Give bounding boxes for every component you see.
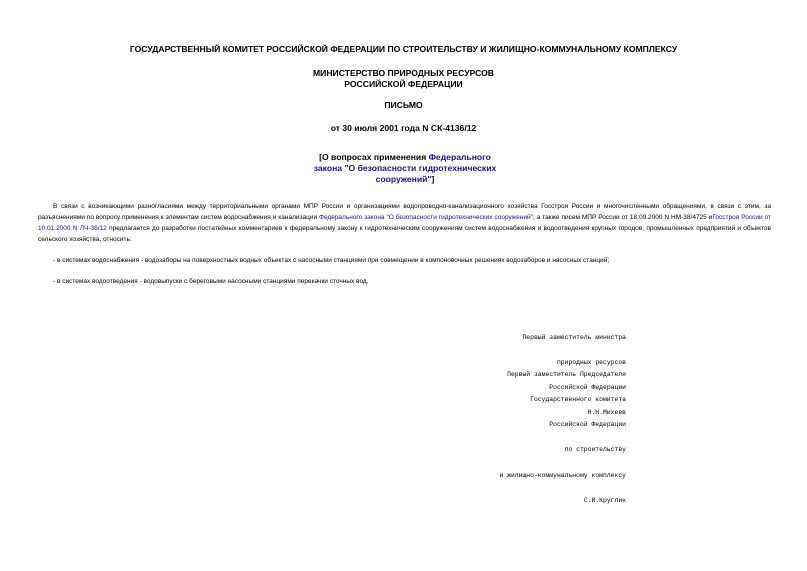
signature-block-gosstroy bbox=[499, 354, 626, 522]
signature-line: Российской Федерации bbox=[549, 421, 626, 429]
signature-line: по строительству bbox=[564, 446, 626, 454]
document-type: ПИСЬМО bbox=[384, 100, 423, 110]
signature-line: Российской Федерации bbox=[549, 384, 626, 392]
law-link[interactable]: Федерального закона "О безопасности гидротехнических сооружений" bbox=[319, 214, 533, 221]
topic-prefix: [О вопросах применения bbox=[319, 152, 429, 162]
signature-line: Первый заместитель министра bbox=[522, 333, 626, 341]
signature-name: С.И.Круглик bbox=[583, 496, 626, 504]
body-paragraph-2: - в системах водоснабжения - водозаборы на поверхностных водных объектах с насосными станциями при совмещении в компоновочных решениях водозаборов и насосных станций; bbox=[53, 257, 610, 264]
body-paragraph-1 bbox=[38, 201, 771, 245]
issuer-ministry bbox=[40, 68, 767, 90]
topic-suffix: ] bbox=[431, 174, 435, 184]
document-topic bbox=[310, 152, 500, 185]
paragraph-text: предлагается до разработки постатейных комментариев к федеральному закону к гидротехническим сооружениям систем водоснабжения и водоотведения крупных городов, промышленных предприятий и объектов сельского хозяйства, относить: bbox=[38, 225, 771, 243]
signature-line: Государственного комитета bbox=[530, 396, 626, 404]
ministry-line-1: МИНИСТЕРСТВО ПРИРОДНЫХ РЕСУРСОВ bbox=[313, 68, 494, 78]
signature-line: и жилищно-коммунальному комплексу bbox=[499, 471, 626, 479]
paragraph-text: В связи с возникающими разногласиями между территориальными органами МПР России и организациями водопроводно-канализационного хозяйства Госстроя России и многочисленными обращениями, в связи с этим, за разъяснениями по вопросу применения к элементам систем водоснабжения и канализации bbox=[38, 203, 771, 221]
signature-line: Первый заместитель Председателя bbox=[507, 370, 626, 378]
gosstroy-letter-link[interactable]: Госстроя России от 10.01.2000 N ЛЧ-38/12 bbox=[38, 214, 771, 232]
signature-name: Н.Н.Михеев bbox=[587, 409, 626, 417]
issuer-committee: ГОСУДАРСТВЕННЫЙ КОМИТЕТ РОССИЙСКОЙ ФЕДЕРАЦИИ ПО СТРОИТЕЛЬСТВУ И ЖИЛИЩНО-КОММУНАЛЬНОМУ КОМПЛЕКСУ bbox=[129, 44, 678, 54]
body-paragraph-3: - в системах водоотведения - водовыпуски с береговыми насосными станциями перекачки сточных вод. bbox=[53, 278, 369, 285]
ministry-line-2: РОССИЙСКОЙ ФЕДЕРАЦИИ bbox=[344, 79, 463, 89]
paragraph-text: , а также писем МПР России от 18.09.2000 N НМ-38/4725 и bbox=[532, 214, 713, 221]
document-date-number: от 30 июля 2001 года N СК-4136/12 bbox=[330, 123, 477, 133]
signature-line: природных ресурсов bbox=[556, 359, 626, 367]
topic-law-link[interactable]: Федерального закона "О безопасности гидротехнических сооружений" bbox=[313, 152, 497, 184]
